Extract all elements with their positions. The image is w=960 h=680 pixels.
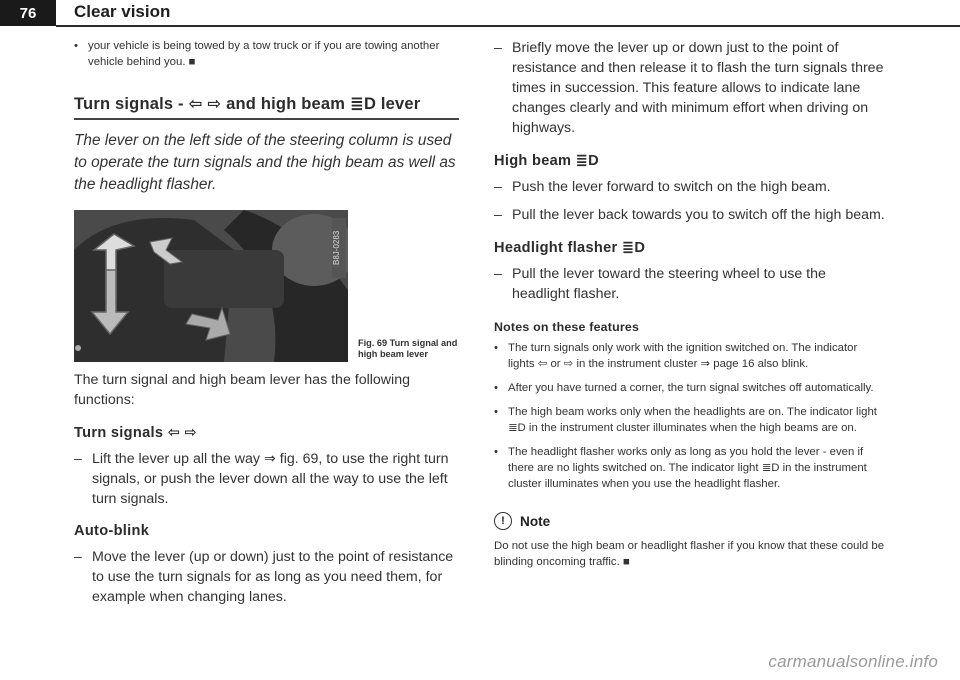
- turn-signal-lever-figure: [74, 210, 348, 362]
- autoblink-title: Auto-blink: [74, 522, 150, 539]
- title-rule: [74, 118, 459, 120]
- high-beam-step: – Push the lever forward to switch on the high beam.: [494, 177, 886, 197]
- note-label: Note: [520, 513, 551, 529]
- intro-bullet: • your vehicle is being towed by a tow truck or if you are towing another vehicle behind you. ■: [74, 38, 459, 70]
- brief-step: – Briefly move the lever up or down just to the point of resistance and then release it to flash the turn signals three times in succession. This feature allows to indicate lane changes clearly and with minimum effort when driving on highways.: [494, 38, 886, 138]
- header-rule: [56, 25, 960, 27]
- autoblink-step: – Move the lever (up or down) just to the point of resistance to use the turn signals for as long as you need them, for example when changing lanes.: [74, 547, 459, 607]
- note-text: Do not use the high beam or headlight flasher if you know that these could be blinding oncoming traffic. ■: [494, 540, 885, 568]
- note-item: • The high beam works only when the headlights are on. The indicator light ≣D in the instrument cluster illuminates when the high beams are on.: [494, 404, 886, 436]
- high-beam-title: High beam ≣D: [494, 153, 600, 169]
- high-beam-step: – Pull the lever back towards you to switch off the high beam.: [494, 205, 886, 225]
- figure-row: [74, 210, 459, 362]
- section-title: Turn signals - ⇦ ⇨ and high beam ≣D lever: [74, 95, 421, 113]
- lever-illustration-icon: [74, 210, 348, 362]
- note-item: • The headlight flasher works only as long as you hold the lever - even if there are no lights switched on. The indicator light ≣D in the instrument cluster illuminates when you use the headlight flasher.: [494, 444, 886, 492]
- section-lead: The lever on the left side of the steering column is used to operate the turn signals and the high beam as well as the headlight flasher.: [74, 131, 456, 193]
- flasher-step: – Pull the lever toward the steering wheel to use the headlight flasher.: [494, 264, 886, 304]
- exclamation-icon: !: [494, 512, 512, 530]
- note-item: • After you have turned a corner, the turn signal switches off automatically.: [494, 380, 886, 396]
- right-column: [494, 38, 886, 570]
- figure-caption: Fig. 69 Turn signal and high beam lever: [358, 337, 458, 359]
- left-column: [74, 38, 459, 607]
- turn-signals-step: – Lift the lever up all the way ⇒ fig. 69, to use the right turn signals, or push the lever down all the way to use the left turn signals.: [74, 449, 459, 509]
- figure-code: B8J-0283: [332, 218, 346, 278]
- page-header-title: Clear vision: [74, 2, 171, 21]
- notes-title: Notes on these features: [494, 320, 640, 334]
- note-item: • The turn signals only work with the ignition switched on. The indicator lights ⇦ or ⇨ in the instrument cluster ⇒ page 16 also blink.: [494, 340, 886, 372]
- note-header: [494, 512, 886, 530]
- turn-signals-title: Turn signals ⇦ ⇨: [74, 424, 198, 441]
- lever-intro-text: The turn signal and high beam lever has the following functions:: [74, 371, 410, 408]
- watermark: carmanualsonline.info: [768, 652, 938, 671]
- flasher-title: Headlight flasher ≣D: [494, 240, 646, 256]
- page-number: 76: [0, 0, 56, 26]
